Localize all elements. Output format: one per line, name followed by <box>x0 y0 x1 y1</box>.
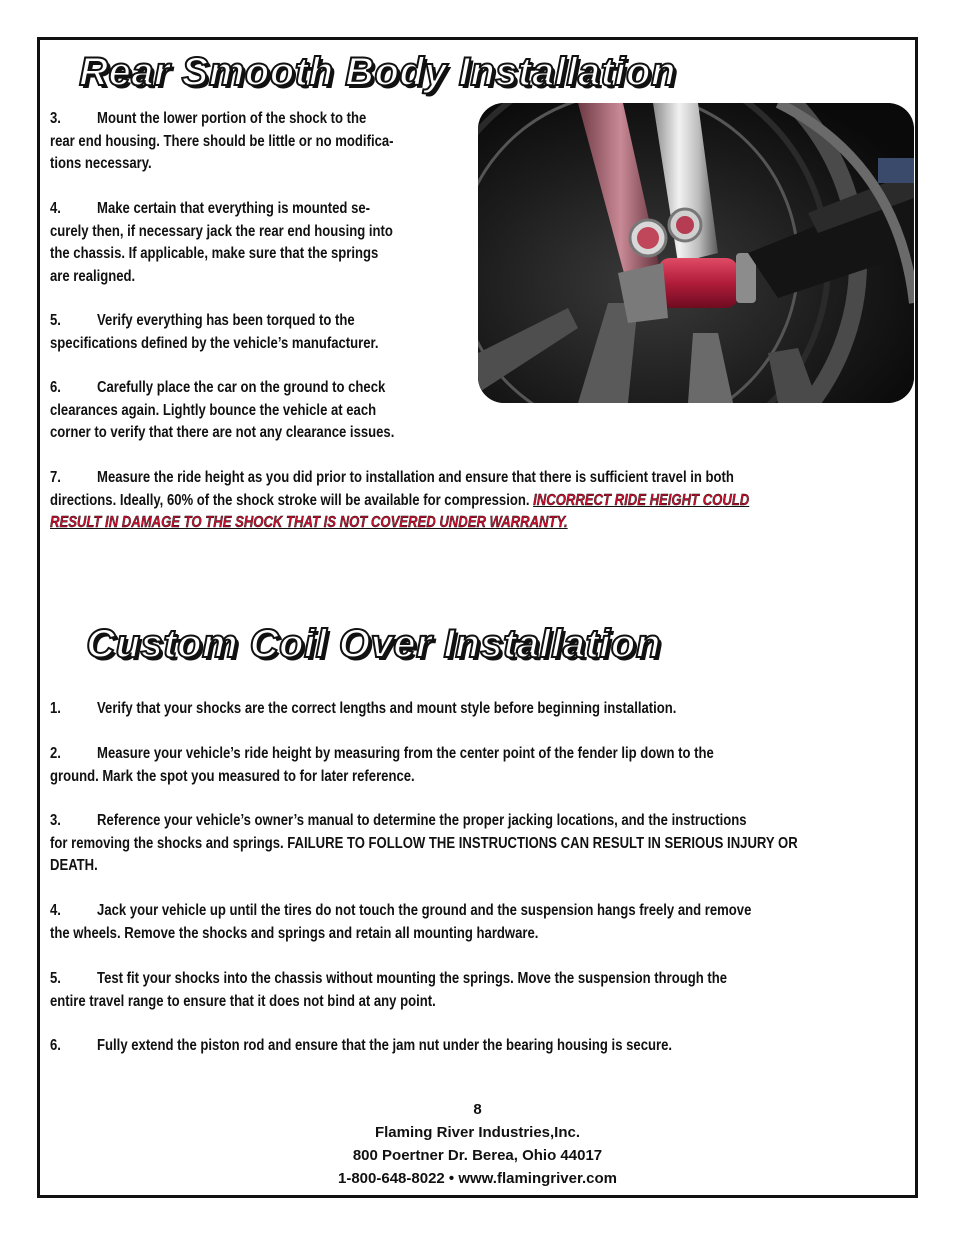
step-number: 1. <box>50 700 61 717</box>
step-6-rear <box>50 377 490 445</box>
step-text: DEATH. <box>50 857 98 874</box>
step-text: specifications defined by the vehicle’s manufacturer. <box>50 334 379 352</box>
company-contact: 1-800-648-8022 • www.flamingriver.com <box>338 1170 617 1187</box>
step-text: entire travel range to ensure that it does not bind at any point. <box>50 992 436 1010</box>
step-number: 7. <box>50 469 61 486</box>
step-text: Verify that your shocks are the correct lengths and mount style before beginning installation. <box>97 700 677 717</box>
step-text: ground. Mark the spot you measured to for later reference. <box>50 767 415 785</box>
step-text: Mount the lower portion of the shock to the <box>97 110 367 127</box>
step-text: Verify everything has been torqued to the <box>97 312 355 329</box>
step-text: Make certain that everything is mounted se- <box>97 200 371 217</box>
step-text: tions necessary. <box>50 155 152 172</box>
company-name: Flaming River Industries,Inc. <box>374 1124 581 1141</box>
warranty-warning: INCORRECT RIDE HEIGHT COULD <box>533 491 750 509</box>
step-6-coil <box>50 1035 905 1058</box>
step-4-coil <box>50 900 905 945</box>
company-address: 800 Poertner Dr. Berea, Ohio 44017 <box>352 1147 603 1164</box>
step-number: 3. <box>50 110 61 127</box>
shock-mount-photo <box>478 103 914 403</box>
step-number: 5. <box>50 312 61 329</box>
step-4-rear <box>50 198 490 288</box>
step-text: Jack your vehicle up until the tires do not touch the ground and the suspension hangs freely and remove <box>97 902 752 919</box>
step-text: are realigned. <box>50 267 136 285</box>
step-5-rear <box>50 310 490 355</box>
step-number: 4. <box>50 902 61 919</box>
step-text: clearances again. Lightly bounce the vehicle at each <box>50 401 377 419</box>
section-title-custom-coil-over: Custom Coil Over Installation <box>86 622 661 666</box>
step-text: the wheels. Remove the shocks and springs and retain all mounting hardware. <box>50 924 539 942</box>
step-text: Measure the ride height as you did prior to installation and ensure that there is sufficient travel in both <box>97 469 734 486</box>
step-3-rear <box>50 108 490 176</box>
step-text: Fully extend the piston rod and ensure that the jam nut under the bearing housing is secure. <box>97 1037 673 1054</box>
shock-mount-illustration <box>478 103 914 403</box>
step-number: 3. <box>50 812 61 829</box>
step-text: corner to verify that there are not any clearance issues. <box>50 424 395 441</box>
step-text: directions. Ideally, 60% of the shock stroke will be available for compression. <box>50 491 530 509</box>
step-number: 2. <box>50 745 61 762</box>
step-number: 6. <box>50 1037 61 1054</box>
warranty-warning: RESULT IN DAMAGE TO THE SHOCK THAT IS NOT COVERED UNDER WARRANTY. <box>50 514 568 531</box>
step-number: 4. <box>50 200 61 217</box>
step-2-coil <box>50 743 905 788</box>
section-title-rear-smooth-body: Rear Smooth Body Installation <box>79 50 676 94</box>
step-number: 5. <box>50 970 61 987</box>
step-7-rear <box>50 467 905 535</box>
step-3-coil <box>50 810 905 878</box>
step-text: curely then, if necessary jack the rear end housing into <box>50 222 393 240</box>
step-text: Test fit your shocks into the chassis without mounting the springs. Move the suspension through the <box>97 970 728 987</box>
step-text: Carefully place the car on the ground to check <box>97 379 386 396</box>
page-number: 8 <box>473 1101 482 1118</box>
step-text: rear end housing. There should be little or no modifica- <box>50 132 394 150</box>
step-text: Reference your vehicle’s owner’s manual to determine the proper jacking locations, and the instructions <box>97 812 747 829</box>
step-5-coil <box>50 968 905 1013</box>
step-text: the chassis. If applicable, make sure that the springs <box>50 245 379 262</box>
page-footer <box>40 1098 915 1190</box>
page-frame <box>37 37 918 1198</box>
step-text: Measure your vehicle’s ride height by measuring from the center point of the fender lip down to the <box>97 745 714 762</box>
step-number: 6. <box>50 379 61 396</box>
step-1-coil <box>50 698 905 721</box>
step-text: for removing the shocks and springs. FAILURE TO FOLLOW THE INSTRUCTIONS CAN RESULT IN SERIOUS INJURY OR <box>50 834 798 852</box>
